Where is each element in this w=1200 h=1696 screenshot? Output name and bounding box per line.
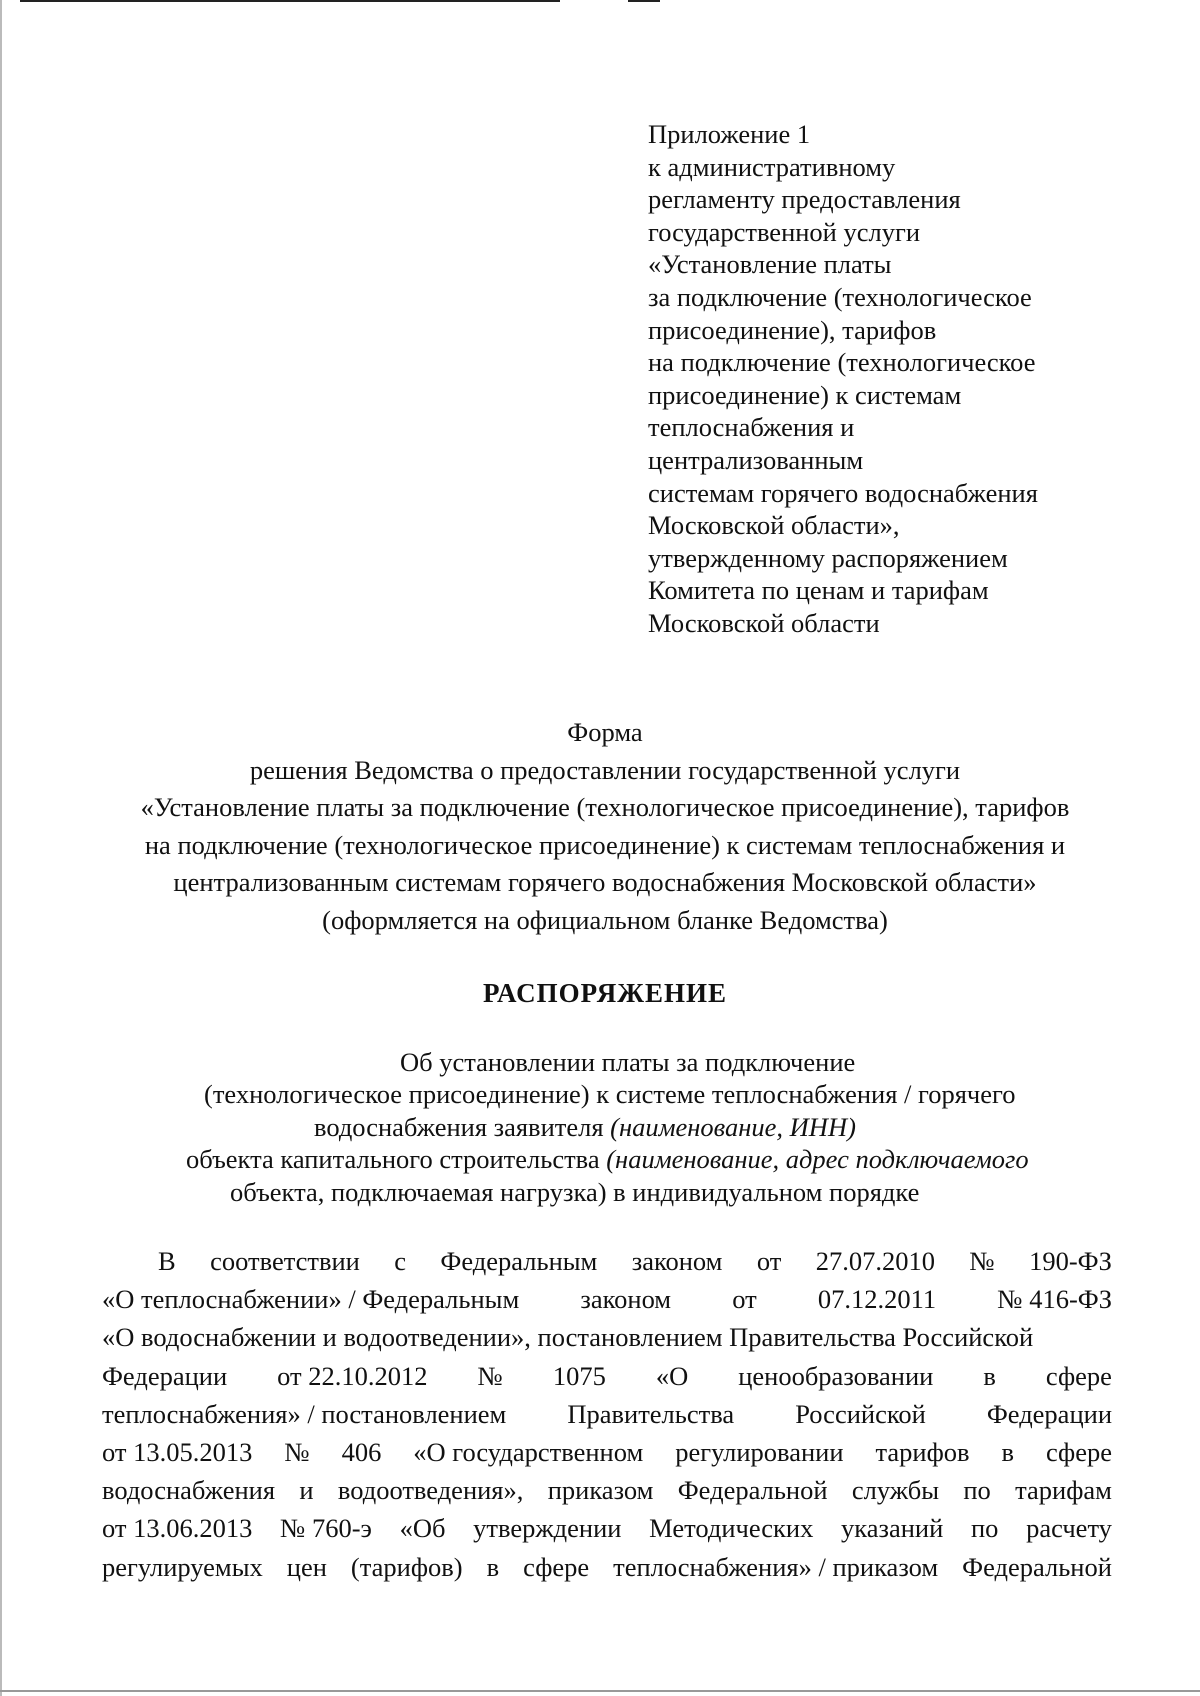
body-line xyxy=(102,1280,1112,1318)
body-word: указаний xyxy=(841,1513,944,1544)
body-word: 190-ФЗ xyxy=(1029,1246,1112,1276)
body-word: от 22.10.2012 xyxy=(277,1360,428,1391)
form-title-line: Форма xyxy=(567,717,643,747)
body-word: 406 xyxy=(341,1437,382,1468)
body-word: Федеральной xyxy=(677,1475,828,1506)
body-word: теплоснабжения» / постановлением xyxy=(102,1398,507,1429)
appendix-line: Приложение 1 xyxy=(648,119,811,149)
body-line xyxy=(102,1395,1112,1433)
subject-line xyxy=(186,1143,1200,1175)
form-title-line: (оформляется на официальном бланке Ведомства) xyxy=(322,904,888,935)
body-word: Российской xyxy=(795,1398,926,1429)
body-line xyxy=(102,1318,1112,1356)
subject-text: водоснабжения заявителя xyxy=(314,1111,611,1142)
body-word: расчету xyxy=(1026,1513,1112,1544)
form-title-line: «Установление платы за подключение (технологическое присоединение), тарифов xyxy=(140,792,1070,822)
appendix-block xyxy=(648,118,1148,640)
body-word: теплоснабжения» / приказом xyxy=(613,1551,939,1582)
body-line xyxy=(102,1471,1112,1509)
body-word: цен xyxy=(286,1551,327,1582)
body-word: 27.07.2010 xyxy=(815,1246,935,1276)
body-line xyxy=(102,1242,1112,1280)
body-word: регулируемых xyxy=(102,1551,263,1582)
appendix-line: к административному xyxy=(648,151,896,182)
body-word: № xyxy=(477,1360,503,1391)
body-word: соответствии xyxy=(210,1246,360,1276)
body-word: утверждении xyxy=(473,1513,622,1544)
subject-line: объекта, подключаемая нагрузка) в индивидуальном порядке xyxy=(230,1176,920,1207)
body-word: с xyxy=(394,1246,407,1276)
appendix-line: системам горячего водоснабжения xyxy=(648,477,1038,508)
body-word: № 416-ФЗ xyxy=(997,1284,1112,1315)
scan-edge-top-fragment xyxy=(628,0,660,2)
body-word: В xyxy=(158,1246,176,1276)
body-word: сфере xyxy=(523,1551,590,1582)
body-line xyxy=(102,1357,1112,1395)
appendix-line: централизованным xyxy=(648,444,864,475)
body-word: от 13.06.2013 xyxy=(102,1513,253,1544)
body-word: (тарифов) xyxy=(350,1551,463,1582)
subject-placeholder: (наименование, ИНН) xyxy=(610,1111,856,1142)
body-word: от xyxy=(756,1246,782,1276)
appendix-line: присоединение), тарифов xyxy=(648,314,937,345)
body-word: № xyxy=(969,1246,995,1276)
appendix-line: присоединение) к системам xyxy=(648,379,962,410)
body-word: Федеральной xyxy=(962,1551,1112,1582)
body-word: от 13.05.2013 xyxy=(102,1437,253,1468)
appendix-line: Московской области xyxy=(648,607,880,638)
body-word: «О водоснабжении и водоотведении», постановлением Правительства Российской xyxy=(102,1322,1034,1353)
subject-line: (технологическое присоединение) к системе теплоснабжения / горячего xyxy=(204,1079,1016,1110)
appendix-line: регламенту предоставления xyxy=(648,184,961,215)
body-word: № xyxy=(284,1437,310,1468)
scan-edge-left xyxy=(0,0,2,1696)
body-word: водоотведения», xyxy=(337,1475,524,1506)
body-word: по xyxy=(963,1475,991,1506)
subject-placeholder: (наименование, адрес подключаемого xyxy=(606,1144,1029,1175)
body-line xyxy=(102,1509,1112,1547)
appendix-line: теплоснабжения и xyxy=(648,412,855,443)
body-word: Правительства xyxy=(567,1398,735,1429)
body-word: от xyxy=(732,1284,757,1315)
body-word: Федеральным xyxy=(440,1246,598,1276)
appendix-line: государственной услуги xyxy=(648,216,921,247)
body-word: 1075 xyxy=(552,1360,606,1391)
body-word: регулировании xyxy=(675,1437,844,1468)
body-word: Методических xyxy=(649,1513,814,1544)
body-word: по xyxy=(970,1513,999,1544)
appendix-line: Московской области», xyxy=(648,510,900,541)
order-heading: РАСПОРЯЖЕНИЕ xyxy=(482,978,728,1008)
body-word: «О государственном xyxy=(413,1437,644,1468)
body-word: 07.12.2011 xyxy=(817,1284,937,1315)
appendix-line: за подключение (технологическое xyxy=(648,281,1032,312)
appendix-line: на подключение (технологическое xyxy=(648,347,1036,378)
body-word: ценообразовании xyxy=(738,1360,934,1391)
body-word: «Об xyxy=(399,1513,446,1544)
body-word: в xyxy=(486,1551,500,1582)
subject-line xyxy=(314,1111,1200,1143)
body-word: Федерации xyxy=(986,1398,1112,1429)
body-word: законом xyxy=(580,1284,672,1315)
body-word: «О теплоснабжении» / Федеральным xyxy=(102,1284,520,1315)
appendix-line: Комитета по ценам и тарифам xyxy=(648,575,989,606)
body-word: тарифам xyxy=(1015,1475,1112,1506)
body-word: службы xyxy=(851,1475,939,1506)
body-word: и xyxy=(299,1475,314,1506)
body-word: водоснабжения xyxy=(102,1475,276,1506)
body-word: № 760-э xyxy=(280,1513,372,1544)
body-word: Федерации xyxy=(102,1360,228,1391)
body-word: тарифов xyxy=(875,1437,970,1468)
body-paragraph xyxy=(102,1242,1112,1586)
body-word: сфере xyxy=(1045,1360,1112,1391)
form-title-line: на подключение (технологическое присоединение) к системам теплоснабжения и xyxy=(144,829,1066,860)
order-subject xyxy=(60,1046,1150,1208)
appendix-line: утвержденному распоряжением xyxy=(648,542,1008,573)
body-word: в xyxy=(983,1360,996,1391)
body-word: сфере xyxy=(1045,1437,1112,1468)
subject-line: Об установлении платы за подключение xyxy=(400,1047,856,1077)
body-word: «О xyxy=(655,1360,689,1391)
body-line xyxy=(102,1433,1112,1471)
form-title-line: решения Ведомства о предоставлении государственной услуги xyxy=(249,754,961,785)
form-title xyxy=(60,714,1150,939)
body-word: законом xyxy=(631,1246,723,1276)
body-line xyxy=(102,1548,1112,1586)
scan-edge-bottom xyxy=(0,1690,1200,1692)
body-word: приказом xyxy=(547,1475,654,1506)
form-title-line: централизованным системам горячего водоснабжения Московской области» xyxy=(173,867,1037,897)
appendix-line: «Установление платы xyxy=(648,249,892,280)
body-word: в xyxy=(1001,1437,1014,1468)
subject-text: объекта капитального строительства xyxy=(186,1144,607,1175)
scan-edge-top xyxy=(20,0,560,2)
